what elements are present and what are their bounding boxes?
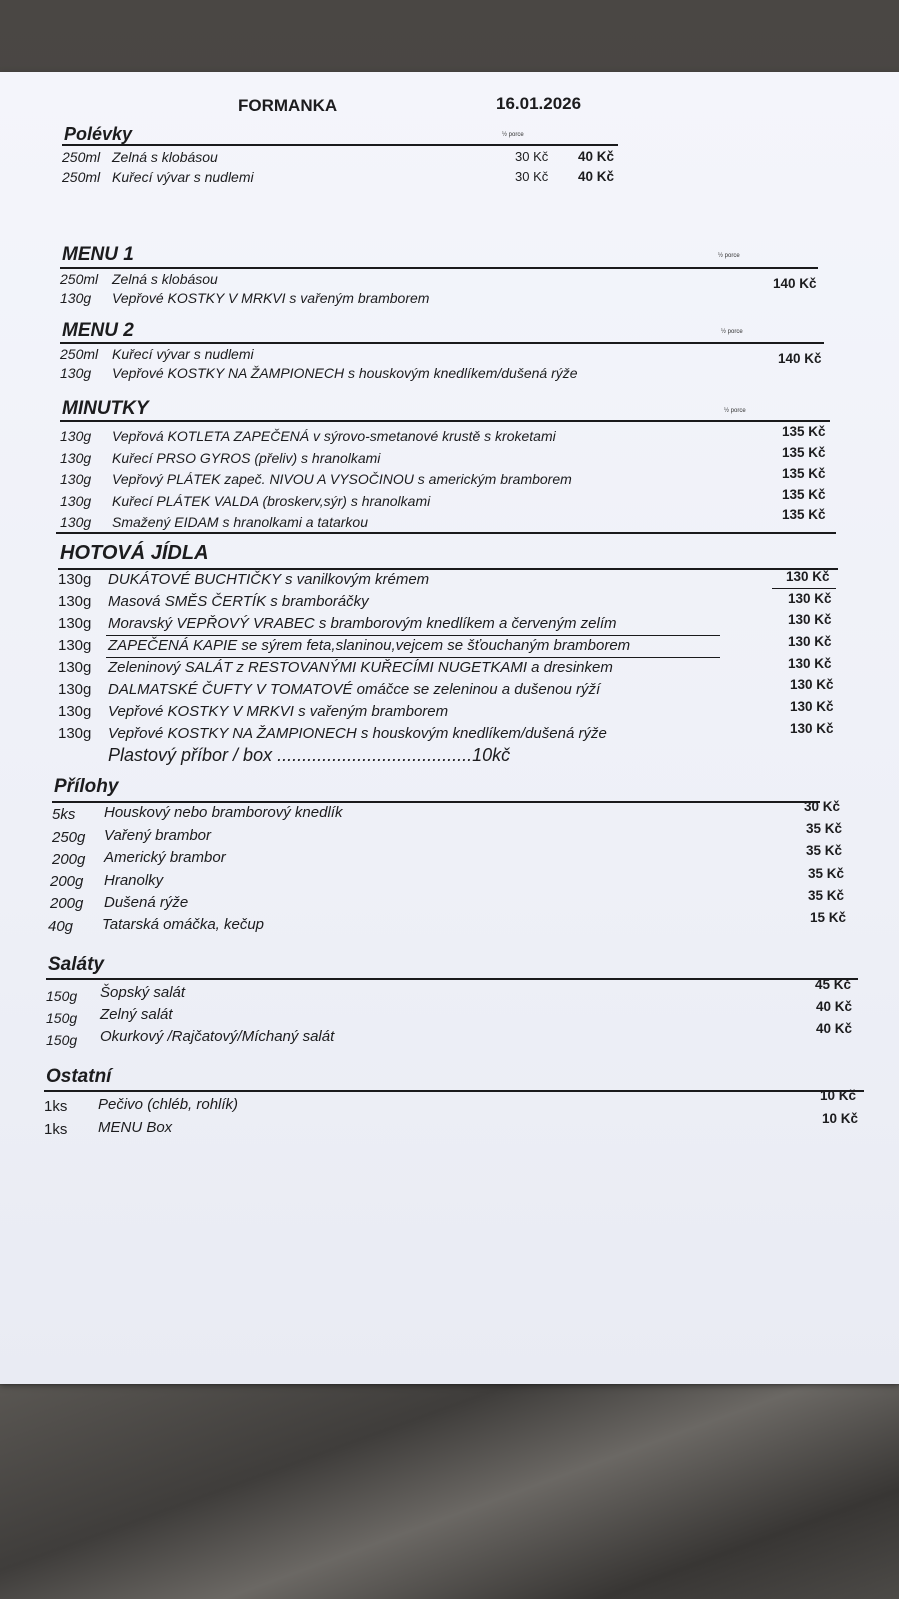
item-price: 130 Kč <box>790 721 834 736</box>
divider <box>60 267 818 269</box>
menu-date: 16.01.2026 <box>496 94 582 113</box>
divider <box>106 635 720 636</box>
item-half-price: 30 Kč <box>515 149 549 164</box>
section-title-minutky: MINUTKY <box>62 398 149 419</box>
item-qty: 130g <box>58 571 92 588</box>
item-qty: 1ks <box>44 1121 68 1138</box>
item-qty: 130g <box>60 450 92 466</box>
box-note: Plastový příbor / box .......................................10kč <box>108 745 511 765</box>
section-title-prilohy: Přílohy <box>54 776 119 797</box>
item-name: Pečivo (chléb, rohlík) <box>98 1096 239 1113</box>
item-name: Masová SMĚS ČERTÍK s bramboráčky <box>108 593 369 610</box>
item-qty: 250ml <box>62 149 101 165</box>
divider <box>44 1090 864 1092</box>
portion-note: ½ porce <box>718 253 740 259</box>
section-title-salaty: Saláty <box>48 954 104 975</box>
item-price: 35 Kč <box>808 888 845 903</box>
item-price: 35 Kč <box>806 843 843 858</box>
divider <box>52 801 820 803</box>
item-price: 135 Kč <box>782 424 826 439</box>
section-title-ostatni: Ostatní <box>46 1066 112 1087</box>
item-name: Tatarská omáčka, kečup <box>102 916 265 933</box>
item-qty: 200g <box>50 873 84 890</box>
item-name: Hranolky <box>104 872 164 889</box>
item-qty: 130g <box>60 493 92 509</box>
item-price: 135 Kč <box>782 466 826 481</box>
item-price: 135 Kč <box>782 487 826 502</box>
item-name: MENU Box <box>98 1119 173 1136</box>
item-name: DUKÁTOVÉ BUCHTIČKY s vanilkovým krémem <box>108 571 430 588</box>
item-name: Kuřecí PRSO GYROS (přeliv) s hranolkami <box>112 450 381 466</box>
item-qty: 150g <box>46 988 78 1004</box>
item-price: 15 Kč <box>810 910 847 925</box>
divider <box>60 342 824 344</box>
item-qty: 250g <box>52 829 86 846</box>
item-qty: 130g <box>60 514 92 530</box>
item-price: 130 Kč <box>788 612 832 627</box>
item-price: 30 Kč <box>804 799 841 814</box>
section-title-polevky: Polévky <box>64 124 133 144</box>
item-price: 45 Kč <box>815 977 852 992</box>
divider <box>106 657 720 658</box>
item-name: Kuřecí vývar s nudlemi <box>112 346 254 362</box>
restaurant-name: FORMANKA <box>238 96 338 115</box>
item-price: 40 Kč <box>578 149 615 164</box>
item-name: Vepřový PLÁTEK zapeč. NIVOU A VYSOČINOU s americkým bramborem <box>112 471 572 487</box>
item-price: 35 Kč <box>806 821 843 836</box>
item-name: Zelná s klobásou <box>112 271 218 287</box>
item-price: 135 Kč <box>782 507 826 522</box>
item-qty: 5ks <box>52 806 76 823</box>
item-qty: 200g <box>52 851 86 868</box>
item-name: Houskový nebo bramborový knedlík <box>104 804 343 821</box>
item-price: 40 Kč <box>816 1021 853 1036</box>
item-name: Okurkový /Rajčatový/Míchaný salát <box>100 1028 335 1045</box>
item-qty: 130g <box>58 725 92 742</box>
item-name: Vepřové KOSTKY V MRKVI s vařeným bramborem <box>108 703 449 720</box>
item-half-price: 30 Kč <box>515 169 549 184</box>
item-name: Americký brambor <box>104 849 226 866</box>
item-qty: 130g <box>58 659 92 676</box>
item-price: 130 Kč <box>788 656 832 671</box>
section-title-hotova-jidla: HOTOVÁ JÍDLA <box>60 542 209 564</box>
item-qty: 1ks <box>44 1098 68 1115</box>
portion-note: ½ porce <box>502 132 524 138</box>
item-qty: 250ml <box>60 271 99 287</box>
item-name: Vepřové KOSTKY V MRKVI s vařeným bramborem <box>112 290 430 306</box>
section-title-menu2: MENU 2 <box>62 320 134 341</box>
item-qty: 130g <box>60 290 92 306</box>
menu-price: 140 Kč <box>778 351 822 366</box>
item-name: Smažený EIDAM s hranolkami a tatarkou <box>112 514 368 530</box>
item-price: 130 Kč <box>788 634 832 649</box>
item-name: Zelná s klobásou <box>112 149 218 165</box>
divider <box>58 568 838 570</box>
item-name: Moravský VEPŘOVÝ VRABEC s bramborovým knedlíkem a červeným zelím <box>108 615 617 632</box>
item-qty: 130g <box>58 703 92 720</box>
menu-price: 140 Kč <box>773 276 817 291</box>
item-name: Šopský salát <box>100 984 186 1001</box>
item-name: Vepřové KOSTKY NA ŽAMPIONECH s houskovým knedlíkem/dušená rýže <box>112 365 578 381</box>
item-name: Vepřová KOTLETA ZAPEČENÁ v sýrovo-smetanové krustě s kroketami <box>112 428 556 444</box>
item-name: Zelný salát <box>100 1006 173 1023</box>
item-qty: 130g <box>60 428 92 444</box>
item-qty: 250ml <box>60 346 99 362</box>
item-price: 40 Kč <box>816 999 853 1014</box>
item-price: 130 Kč <box>790 677 834 692</box>
item-price: 130 Kč <box>788 591 832 606</box>
item-price: 135 Kč <box>782 445 826 460</box>
item-price: 35 Kč <box>808 866 845 881</box>
item-name: Dušená rýže <box>104 894 189 911</box>
item-price: 40 Kč <box>578 169 615 184</box>
item-qty: 40g <box>48 918 74 935</box>
item-qty: 130g <box>58 593 92 610</box>
item-qty: 130g <box>58 637 92 654</box>
item-price: 10 Kč <box>820 1088 857 1103</box>
item-price: 10 Kč <box>822 1111 859 1126</box>
item-price: 130 Kč <box>786 569 830 584</box>
item-name: Vepřové KOSTKY NA ŽAMPIONECH s houskovým knedlíkem/dušená rýže <box>108 725 607 742</box>
item-name: Kuřecí vývar s nudlemi <box>112 169 254 185</box>
item-name: Kuřecí PLÁTEK VALDA (broskerv,sýr) s hranolkami <box>112 493 431 509</box>
item-qty: 130g <box>58 615 92 632</box>
item-qty: 130g <box>58 681 92 698</box>
divider <box>772 588 836 589</box>
section-title-menu1: MENU 1 <box>62 244 134 265</box>
divider <box>60 420 830 422</box>
divider <box>62 144 618 146</box>
item-name: ZAPEČENÁ KAPIE se sýrem feta,slaninou,vejcem se šťouchaným bramborem <box>108 637 631 654</box>
item-qty: 150g <box>46 1032 78 1048</box>
divider <box>46 978 858 980</box>
item-qty: 130g <box>60 471 92 487</box>
menu-sheet <box>0 72 899 1384</box>
item-qty: 150g <box>46 1010 78 1026</box>
divider <box>56 532 836 534</box>
item-qty: 250ml <box>62 169 101 185</box>
item-name: Vařený brambor <box>104 827 211 844</box>
item-name: Zeleninový SALÁT z RESTOVANÝMI KUŘECÍMI NUGETKAMI a dresinkem <box>108 659 613 676</box>
portion-note: ½ porce <box>724 408 746 414</box>
item-price: 130 Kč <box>790 699 834 714</box>
item-qty: 200g <box>50 895 84 912</box>
portion-note: ½ porce <box>721 329 743 335</box>
desk-surface <box>0 1380 899 1599</box>
item-name: DALMATSKÉ ČUFTY V TOMATOVÉ omáčce se zeleninou a dušenou rýží <box>108 681 601 698</box>
item-qty: 130g <box>60 365 92 381</box>
